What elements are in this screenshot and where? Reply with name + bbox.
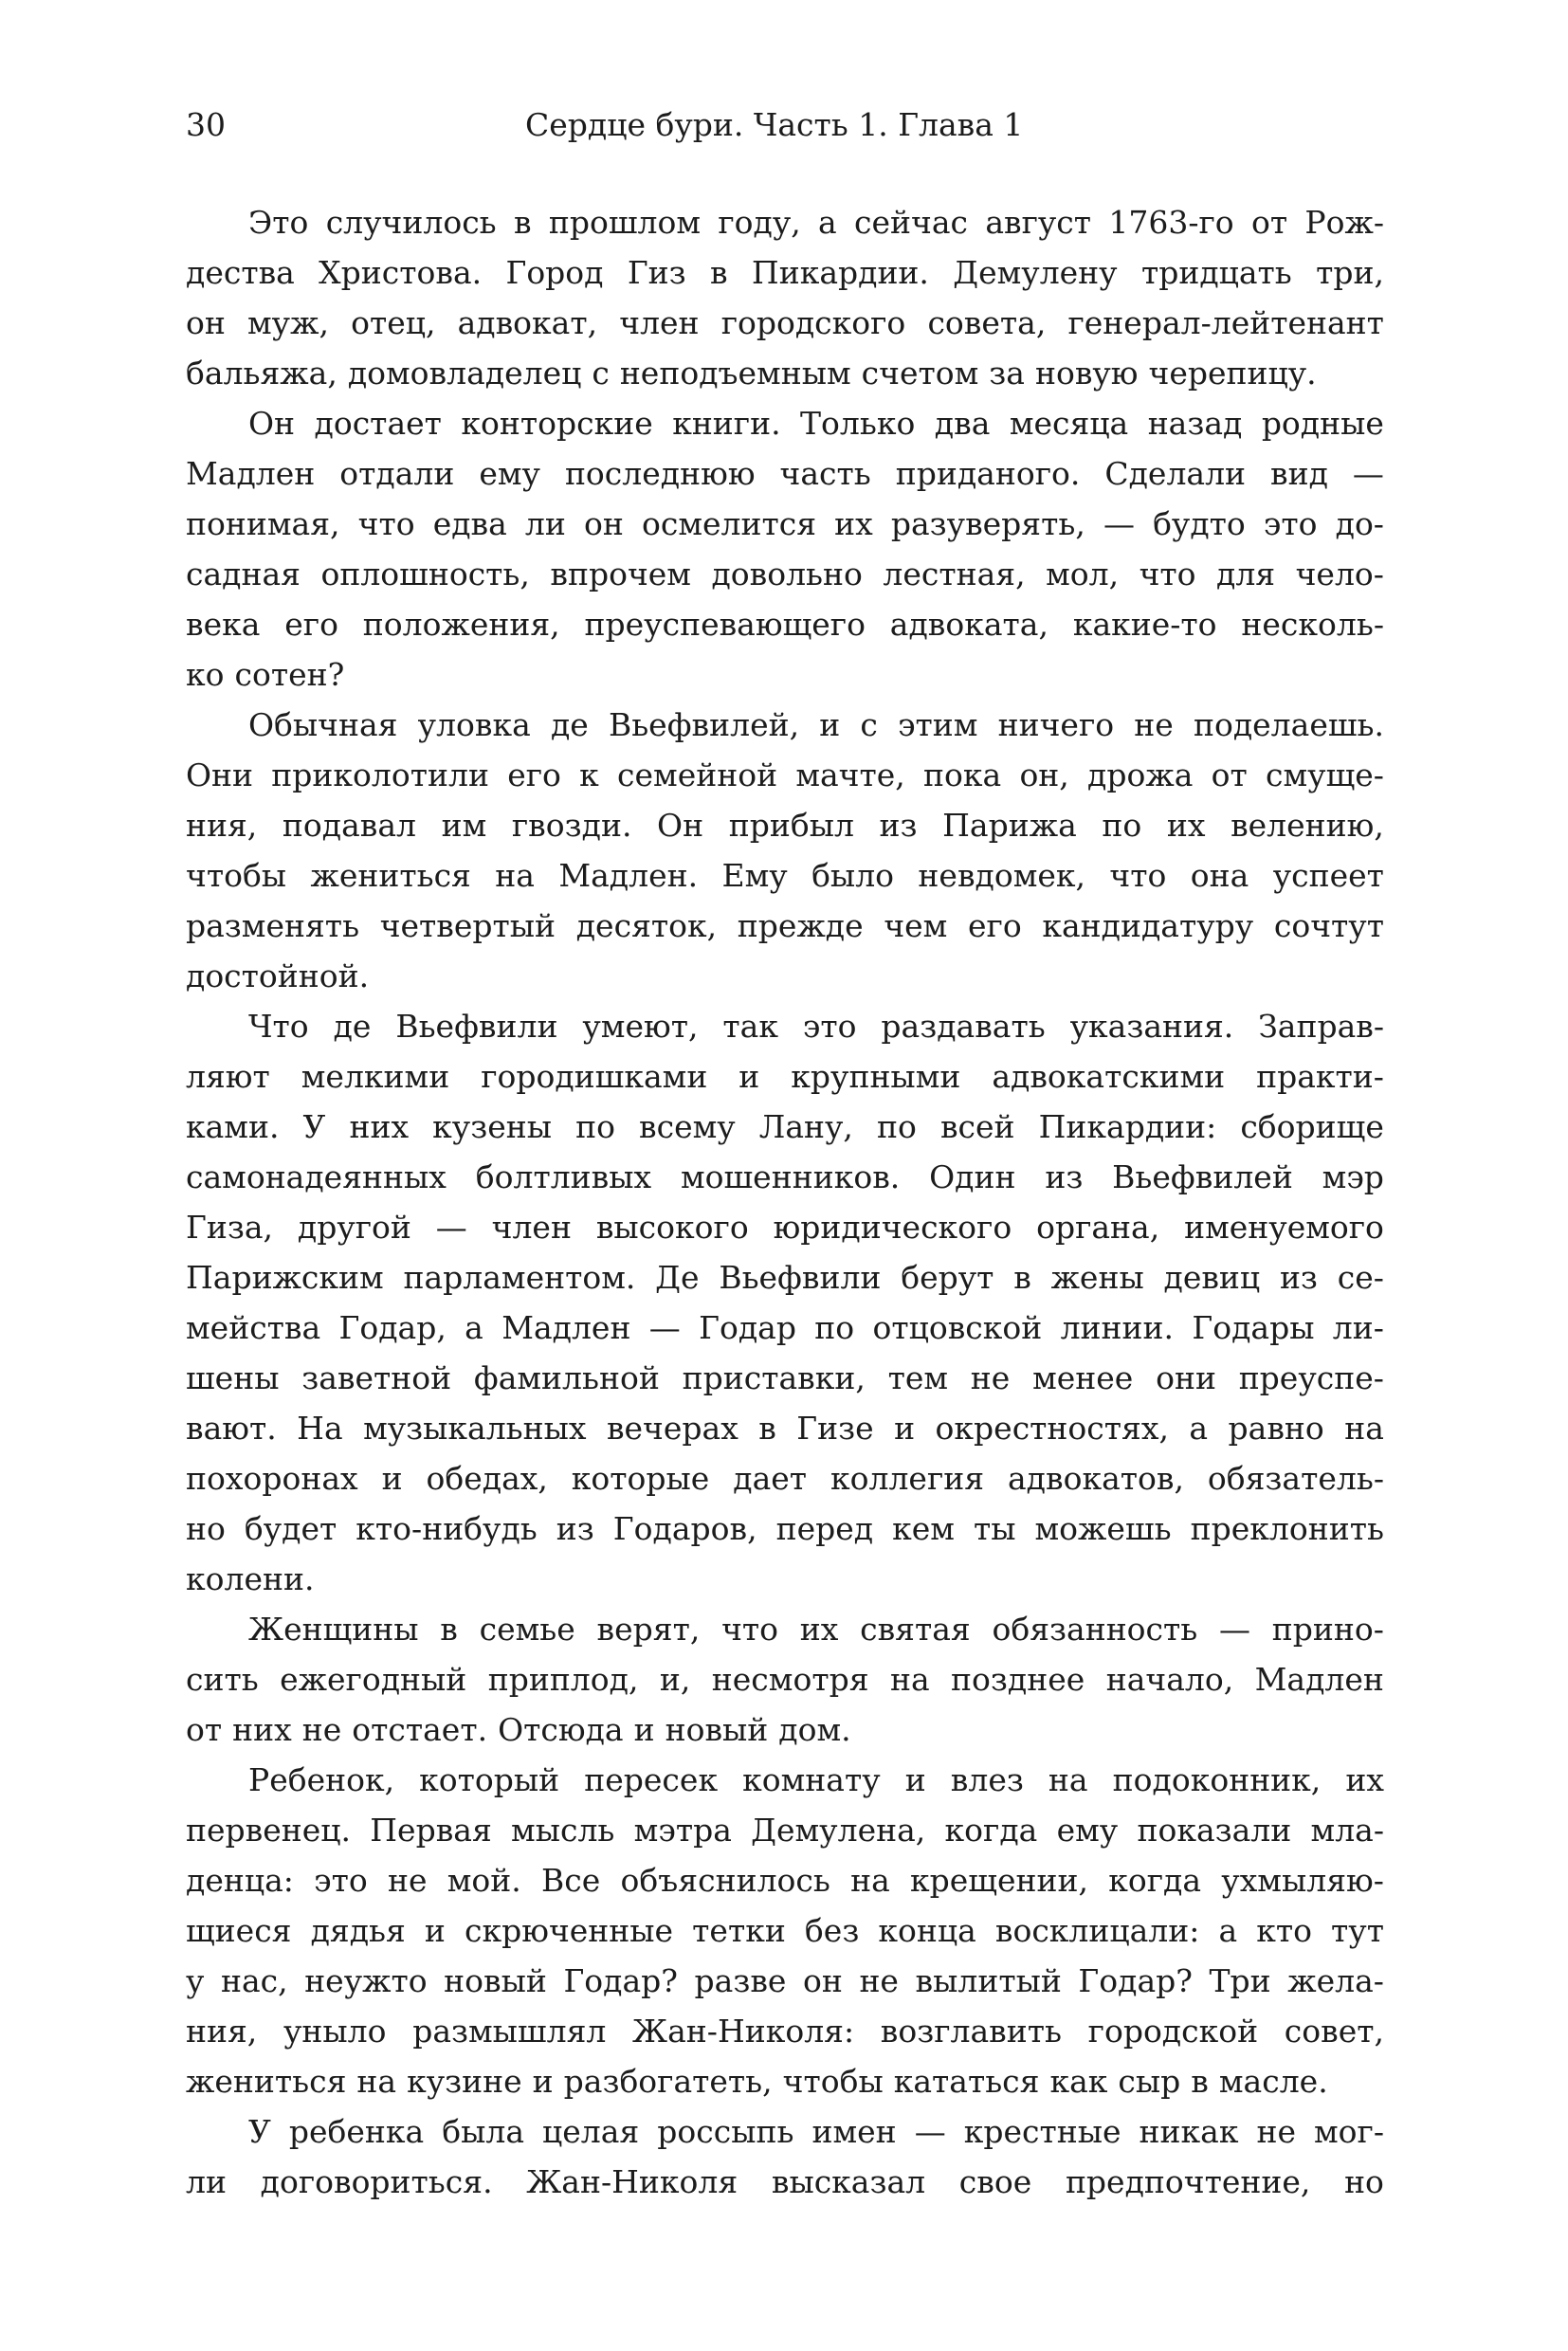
text-line: садная оплошность, впрочем довольно лестная, мол, что для чело- xyxy=(186,556,1384,592)
text-line: Что де Вьефвили умеют, так это раздавать указания. Заправ- xyxy=(248,1008,1384,1045)
text-line: ли договориться. Жан-Николя высказал свое предпочтение, но xyxy=(186,2163,1384,2200)
paragraph xyxy=(186,2106,1384,2207)
text-line: понимая, что едва ли он осмелится их разуверять, — будто это до- xyxy=(186,505,1384,542)
text-line: дества Христова. Город Гиз в Пикардии. Демулену тридцать три, xyxy=(186,254,1384,291)
body-text xyxy=(186,197,1384,2207)
page-number: 30 xyxy=(186,106,226,143)
paragraph xyxy=(186,1604,1384,1755)
text-line: жениться на кузине и разбогатеть, чтобы кататься как сыр в масле. xyxy=(186,2063,1328,2100)
text-line: самонадеянных болтливых мошенников. Один из Вьефвилей мэр xyxy=(186,1158,1384,1195)
text-line: у нас, неужто новый Годар? разве он не вылитый Годар? Три жела- xyxy=(186,1962,1384,1999)
text-line: колени. xyxy=(186,1560,315,1597)
text-line: достойной. xyxy=(186,957,370,994)
paragraph xyxy=(186,398,1384,700)
text-line: разменять четвертый десяток, прежде чем его кандидатуру сочтут xyxy=(186,907,1384,944)
text-line: ния, подавал им гвозди. Он прибыл из Парижа по их велению, xyxy=(186,807,1384,844)
text-line: Они приколотили его к семейной мачте, пока он, дрожа от смуще- xyxy=(186,756,1384,793)
text-line: ляют мелкими городишками и крупными адвокатскими практи- xyxy=(186,1058,1384,1095)
text-line: денца: это не мой. Все объяснилось на крещении, когда ухмыляю- xyxy=(186,1862,1384,1899)
text-line: ко сотен? xyxy=(186,656,345,693)
text-line: шены заветной фамильной приставки, тем не менее они преуспе- xyxy=(186,1359,1384,1396)
running-header xyxy=(186,106,1384,150)
text-line: Женщины в семье верят, что их святая обязанность — прино- xyxy=(248,1611,1384,1648)
text-line: от них не отстает. Отсюда и новый дом. xyxy=(186,1711,851,1748)
text-line: Это случилось в прошлом году, а сейчас август 1763-го от Рож- xyxy=(248,204,1384,241)
text-line: Мадлен отдали ему последнюю часть приданого. Сделали вид — xyxy=(186,455,1384,492)
text-line: У ребенка была целая россыпь имен — крестные никак не мог- xyxy=(248,2113,1384,2150)
paragraph xyxy=(186,700,1384,1001)
text-line: он муж, отец, адвокат, член городского совета, генерал-лейтенант xyxy=(186,304,1384,341)
paragraph xyxy=(186,197,1384,398)
text-line: Он достает конторские книги. Только два месяца назад родные xyxy=(248,405,1384,442)
text-line: Ребенок, который пересек комнату и влез на подоконник, их xyxy=(248,1761,1384,1798)
paragraph xyxy=(186,1001,1384,1604)
text-line: сить ежегодный приплод, и, несмотря на позднее начало, Мадлен xyxy=(186,1661,1384,1698)
text-line: первенец. Первая мысль мэтра Демулена, когда ему показали мла- xyxy=(186,1812,1384,1849)
text-line: щиеся дядья и скрюченные тетки без конца восклицали: а кто тут xyxy=(186,1912,1384,1949)
text-line: Гиза, другой — член высокого юридического органа, именуемого xyxy=(186,1209,1384,1246)
text-line: вают. На музыкальных вечерах в Гизе и окрестностях, а равно на xyxy=(186,1410,1384,1447)
text-line: ния, уныло размышлял Жан-Николя: возглавить городской совет, xyxy=(186,2013,1384,2050)
text-line: но будет кто-нибудь из Годаров, перед кем ты можешь преклонить xyxy=(186,1510,1384,1547)
text-line: бальяжа, домовладелец с неподъемным счетом за новую черепицу. xyxy=(186,355,1317,392)
text-line: Обычная уловка де Вьефвилей, и с этим ничего не поделаешь. xyxy=(248,706,1384,743)
text-line: Парижским парламентом. Де Вьефвили берут в жены девиц из се- xyxy=(186,1259,1384,1296)
text-line: чтобы жениться на Мадлен. Ему было невдомек, что она успеет xyxy=(186,857,1384,894)
text-line: ками. У них кузены по всему Лану, по всей Пикардии: сборище xyxy=(186,1108,1384,1145)
text-line: века его положения, преуспевающего адвоката, какие-то несколь- xyxy=(186,606,1384,643)
paragraph xyxy=(186,1755,1384,2106)
text-line: похоронах и обедах, которые дает коллегия адвокатов, обязатель- xyxy=(186,1460,1384,1497)
running-title: Сердце бури. Часть 1. Глава 1 xyxy=(525,106,1024,143)
text-line: мейства Годар, а Мадлен — Годар по отцовской линии. Годары ли- xyxy=(186,1309,1384,1346)
